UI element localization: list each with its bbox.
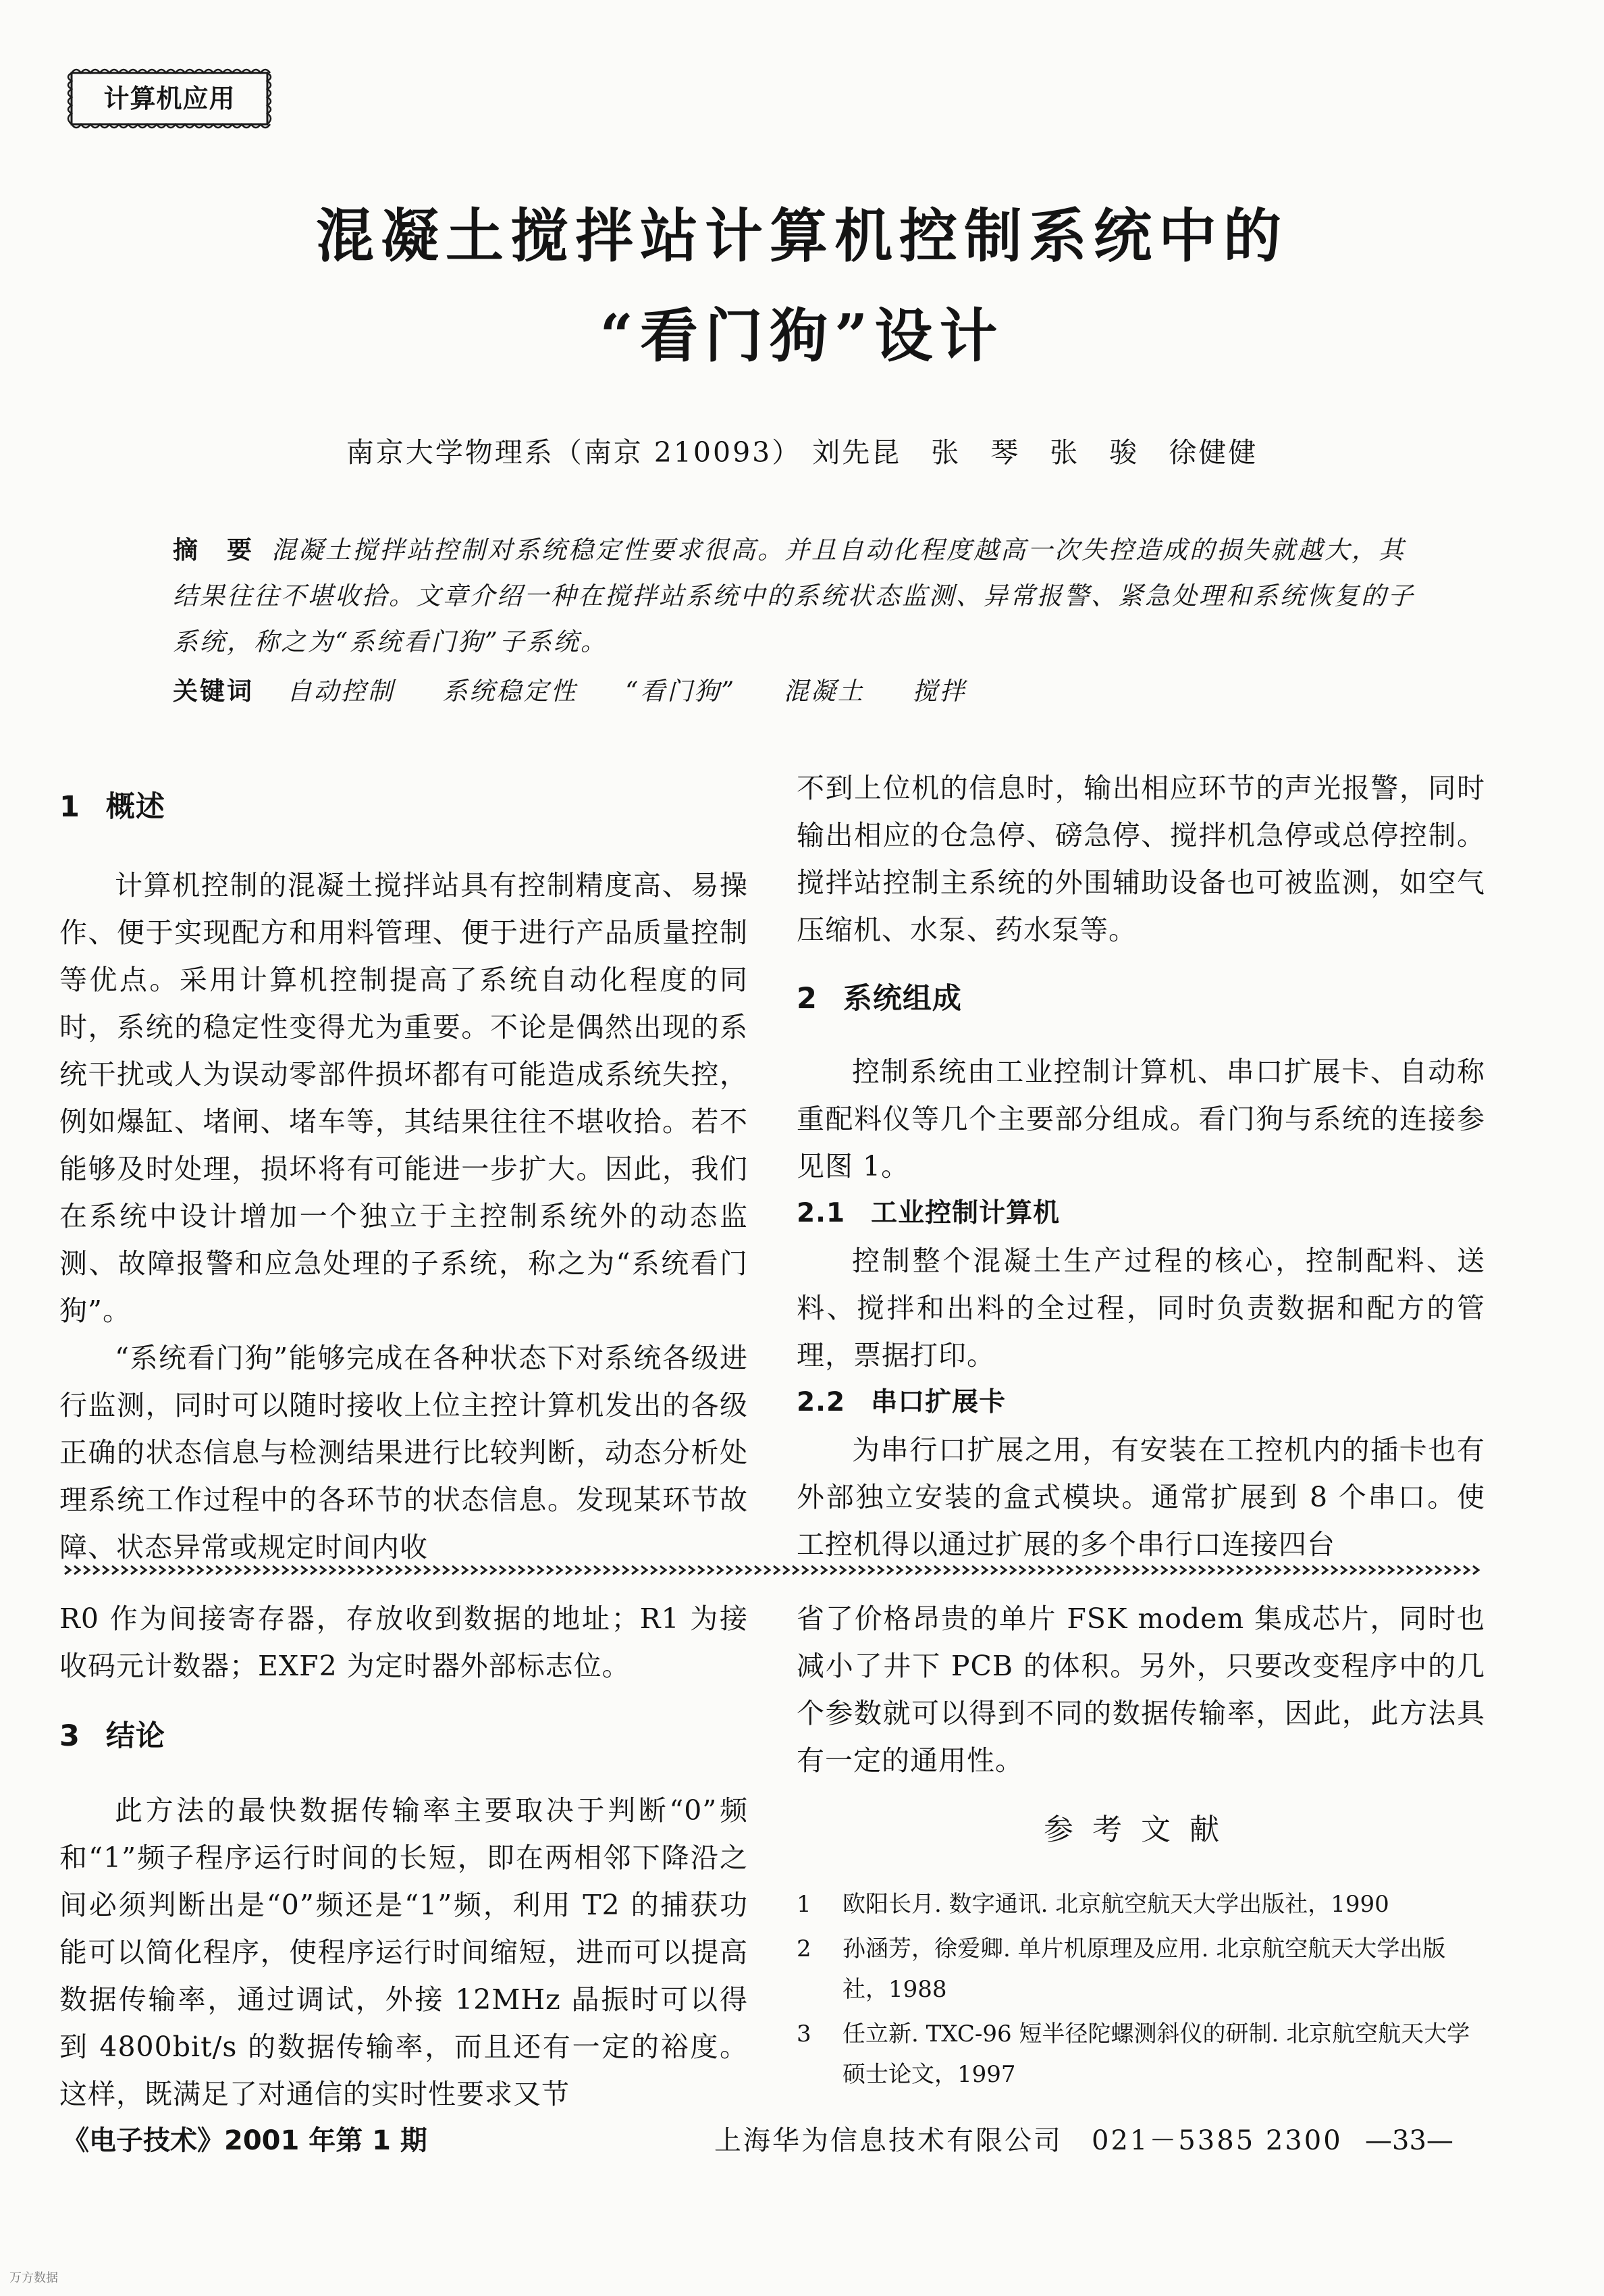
right-column-upper — [797, 764, 1485, 1568]
reference-text: 孙涵芳，徐爱卿. 单片机原理及应用. 北京航空航天大学出版社，1988 — [843, 1935, 1446, 2003]
advertiser-line: 上海华为信息技术有限公司 021－5385 2300 — [714, 2125, 1343, 2156]
journal-issue: 《电子技术》2001 年第 1 期 — [62, 2125, 427, 2156]
reference-item — [797, 2014, 1485, 2095]
reference-text: 任立新. TXC-96 短半径陀螺测斜仪的研制. 北京航空航天大学硕士论文，1997 — [843, 2020, 1470, 2088]
reference-item — [797, 1884, 1485, 1925]
section-number: 2 — [797, 982, 818, 1016]
paragraph: 为串行口扩展之用，有安装在工控机内的插卡也有外部独立安装的盒式模块。通常扩展到 8 个串口。使工控机得以通过扩展的多个串行口连接四台 — [797, 1434, 1485, 1561]
reference-text: 欧阳长月. 数字通讯. 北京航空航天大学出版社，1990 — [843, 1891, 1389, 1918]
section-heading-2 — [797, 975, 1485, 1022]
section-divider — [63, 1563, 1481, 1577]
paragraph: 控制系统由工业控制计算机、串口扩展卡、自动称重配料仪等几个主要部分组成。看门狗与系统的连接参见图 1。 — [797, 1055, 1485, 1182]
authors-line: 南京大学物理系（南京 210093） 刘先昆 张 琴 张 骏 徐健健 — [346, 436, 1258, 469]
references-list — [797, 1884, 1485, 2099]
keyword: 搅拌 — [912, 677, 967, 706]
keywords — [173, 671, 1005, 712]
left-column-upper — [59, 783, 748, 1571]
references-title: 参考文献 — [1044, 1812, 1238, 1847]
article-title-line1: 混凝土搅拌站计算机控制系统中的 — [316, 202, 1288, 270]
reference-number: 3 — [797, 2020, 811, 2047]
section-title: 结论 — [105, 1719, 165, 1753]
page-number: —33— — [1365, 2125, 1453, 2156]
paragraph: “系统看门狗”能够完成在各种状态下对系统各级进行监测，同时可以随时接收上位主控计算机发出的各级正确的状态信息与检测结果进行比较判断，动态分析处理系统工作过程中的各环节的状态信息。发现某环节故障、状态异常或规定时间内收 — [59, 1342, 748, 1563]
paragraph: 省了价格昂贵的单片 FSK modem 集成芯片，同时也减小了井下 PCB 的体积。另外，只要改变程序中的几个参数就可以得到不同的数据传输率，因此，此方法具有一定的通用性。 — [797, 1602, 1485, 1777]
keyword: 系统稳定性 — [442, 677, 578, 706]
paragraph: 控制整个混凝土生产过程的核心，控制配料、送料、搅拌和出料的全过程，同时负责数据和配方的管理，票据打印。 — [797, 1245, 1485, 1372]
abstract — [173, 527, 1431, 665]
subsection-title: 串口扩展卡 — [871, 1387, 1007, 1417]
article-title-line2: “看门狗”设计 — [599, 302, 1005, 370]
keywords-label: 关键词 — [173, 676, 254, 706]
right-column-lower — [797, 1595, 1485, 1784]
section-number: 3 — [59, 1719, 80, 1753]
section-heading-1 — [59, 783, 748, 831]
column-tag — [62, 65, 277, 132]
subsection-number: 2.1 — [797, 1198, 846, 1228]
database-watermark: 万方数据 — [9, 2271, 58, 2285]
paragraph: 不到上位机的信息时，输出相应环节的声光报警，同时输出相应的仓急停、磅急停、搅拌机急停或总停控制。搅拌站控制主系统的外围辅助设备也可被监测，如空气压缩机、水泵、药水泵等。 — [797, 772, 1485, 946]
paragraph: 此方法的最快数据传输率主要取决于判断“0”频和“1”频子程序运行时间的长短，即在两相邻下降沿之间必须判断出是“0”频还是“1”频，利用 T2 的捕获功能可以简化程序，使程序运行时间缩短，进而可以提高数据传输率，通过调试，外接 12MHz 晶振时可以得到 4800bit/s 的数据传输率，而且还有一定的裕度。这样，既满足了对通信的实时性要求又节 — [59, 1794, 748, 2110]
abstract-label: 摘 要 — [173, 535, 254, 565]
keyword: 自动控制 — [286, 677, 395, 706]
subsection-heading-2-2 — [797, 1379, 1485, 1426]
reference-number: 1 — [797, 1891, 811, 1918]
subsection-number: 2.2 — [797, 1387, 846, 1417]
section-heading-3 — [59, 1713, 748, 1760]
reference-number: 2 — [797, 1935, 811, 1962]
reference-item — [797, 1929, 1485, 2010]
section-title: 概述 — [105, 790, 165, 824]
keyword: 混凝土 — [783, 677, 865, 706]
column-tag-label: 计算机应用 — [103, 84, 236, 113]
paragraph: R0 作为间接寄存器，存放收到数据的地址；R1 为接收码元计数器；EXF2 为定时器外部标志位。 — [59, 1602, 748, 1682]
abstract-text: 混凝土搅拌站控制对系统稳定性要求很高。并且自动化程度越高一次失控造成的损失就越大，其结果往往不堪收拾。文章介绍一种在搅拌站系统中的系统状态监测、异常报警、紧急处理和系统恢复的子系统，称之为“系统看门狗”子系统。 — [173, 536, 1415, 656]
left-column-lower — [59, 1595, 748, 2118]
paragraph: 计算机控制的混凝土搅拌站具有控制精度高、易操作、便于实现配方和用料管理、便于进行产品质量控制等优点。采用计算机控制提高了系统自动化程度的同时，系统的稳定性变得尤为重要。不论是偶然出现的系统干扰或人为误动零部件损坏都有可能造成系统失控，例如爆缸、堵闸、堵车等，其结果往往不堪收拾。若不能够及时处理，损坏将有可能进一步扩大。因此，我们在系统中设计增加一个独立于主控制系统外的动态监测、故障报警和应急处理的子系统，称之为“系统看门狗”。 — [59, 869, 748, 1327]
section-number: 1 — [59, 790, 80, 824]
keyword: “看门狗” — [625, 677, 737, 706]
subsection-title: 工业控制计算机 — [871, 1198, 1061, 1228]
subsection-heading-2-1 — [797, 1190, 1485, 1237]
section-title: 系统组成 — [843, 982, 962, 1016]
